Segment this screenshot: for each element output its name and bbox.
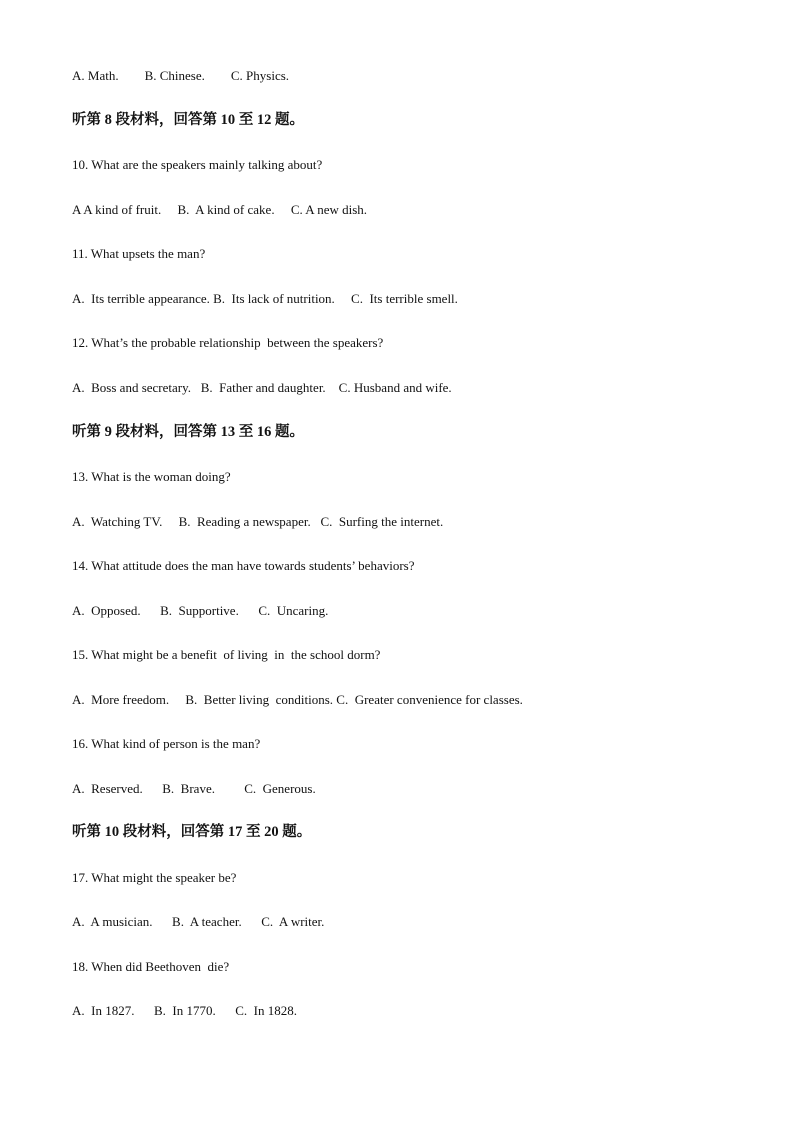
options-q15: A. More freedom. B. Better living conditions. C. Greater convenience for classes. [72, 692, 523, 707]
options-q14: A. Opposed. B. Supportive. C. Uncaring. [72, 603, 329, 618]
section-heading-9: 听第 9 段材料，回答第 13 至 16 题。 [72, 424, 304, 440]
question-18: 18. When did Beethoven die? [72, 959, 230, 974]
options-q17: A. A musician. B. A teacher. C. A writer. [72, 914, 325, 929]
section-heading-10: 听第 10 段材料，回答第 17 至 20 题。 [72, 824, 312, 840]
question-11: 11. What upsets the man? [72, 246, 206, 261]
options-q13: A. Watching TV. B. Reading a newspaper. C. Surfing the internet. [72, 514, 444, 529]
options-q11: A. Its terrible appearance. B. Its lack of nutrition. C. Its terrible smell. [72, 291, 458, 306]
options-q9: A. Math. B. Chinese. C. Physics. [72, 68, 290, 83]
question-17: 17. What might the speaker be? [72, 870, 237, 885]
question-16: 16. What kind of person is the man? [72, 736, 261, 751]
options-q12: A. Boss and secretary. B. Father and daughter. C. Husband and wife. [72, 380, 452, 395]
question-14: 14. What attitude does the man have towards students’ behaviors? [72, 558, 415, 573]
options-q10: A A kind of fruit. B. A kind of cake. C. A new dish. [72, 202, 368, 217]
question-10: 10. What are the speakers mainly talking about? [72, 157, 323, 172]
section-heading-8: 听第 8 段材料，回答第 10 至 12 题。 [72, 112, 304, 128]
options-q18: A. In 1827. B. In 1770. C. In 1828. [72, 1003, 297, 1018]
question-12: 12. What’s the probable relationship between the speakers? [72, 335, 384, 350]
question-15: 15. What might be a benefit of living in the school dorm? [72, 647, 381, 662]
question-13: 13. What is the woman doing? [72, 469, 231, 484]
options-q16: A. Reserved. B. Brave. C. Generous. [72, 781, 316, 796]
